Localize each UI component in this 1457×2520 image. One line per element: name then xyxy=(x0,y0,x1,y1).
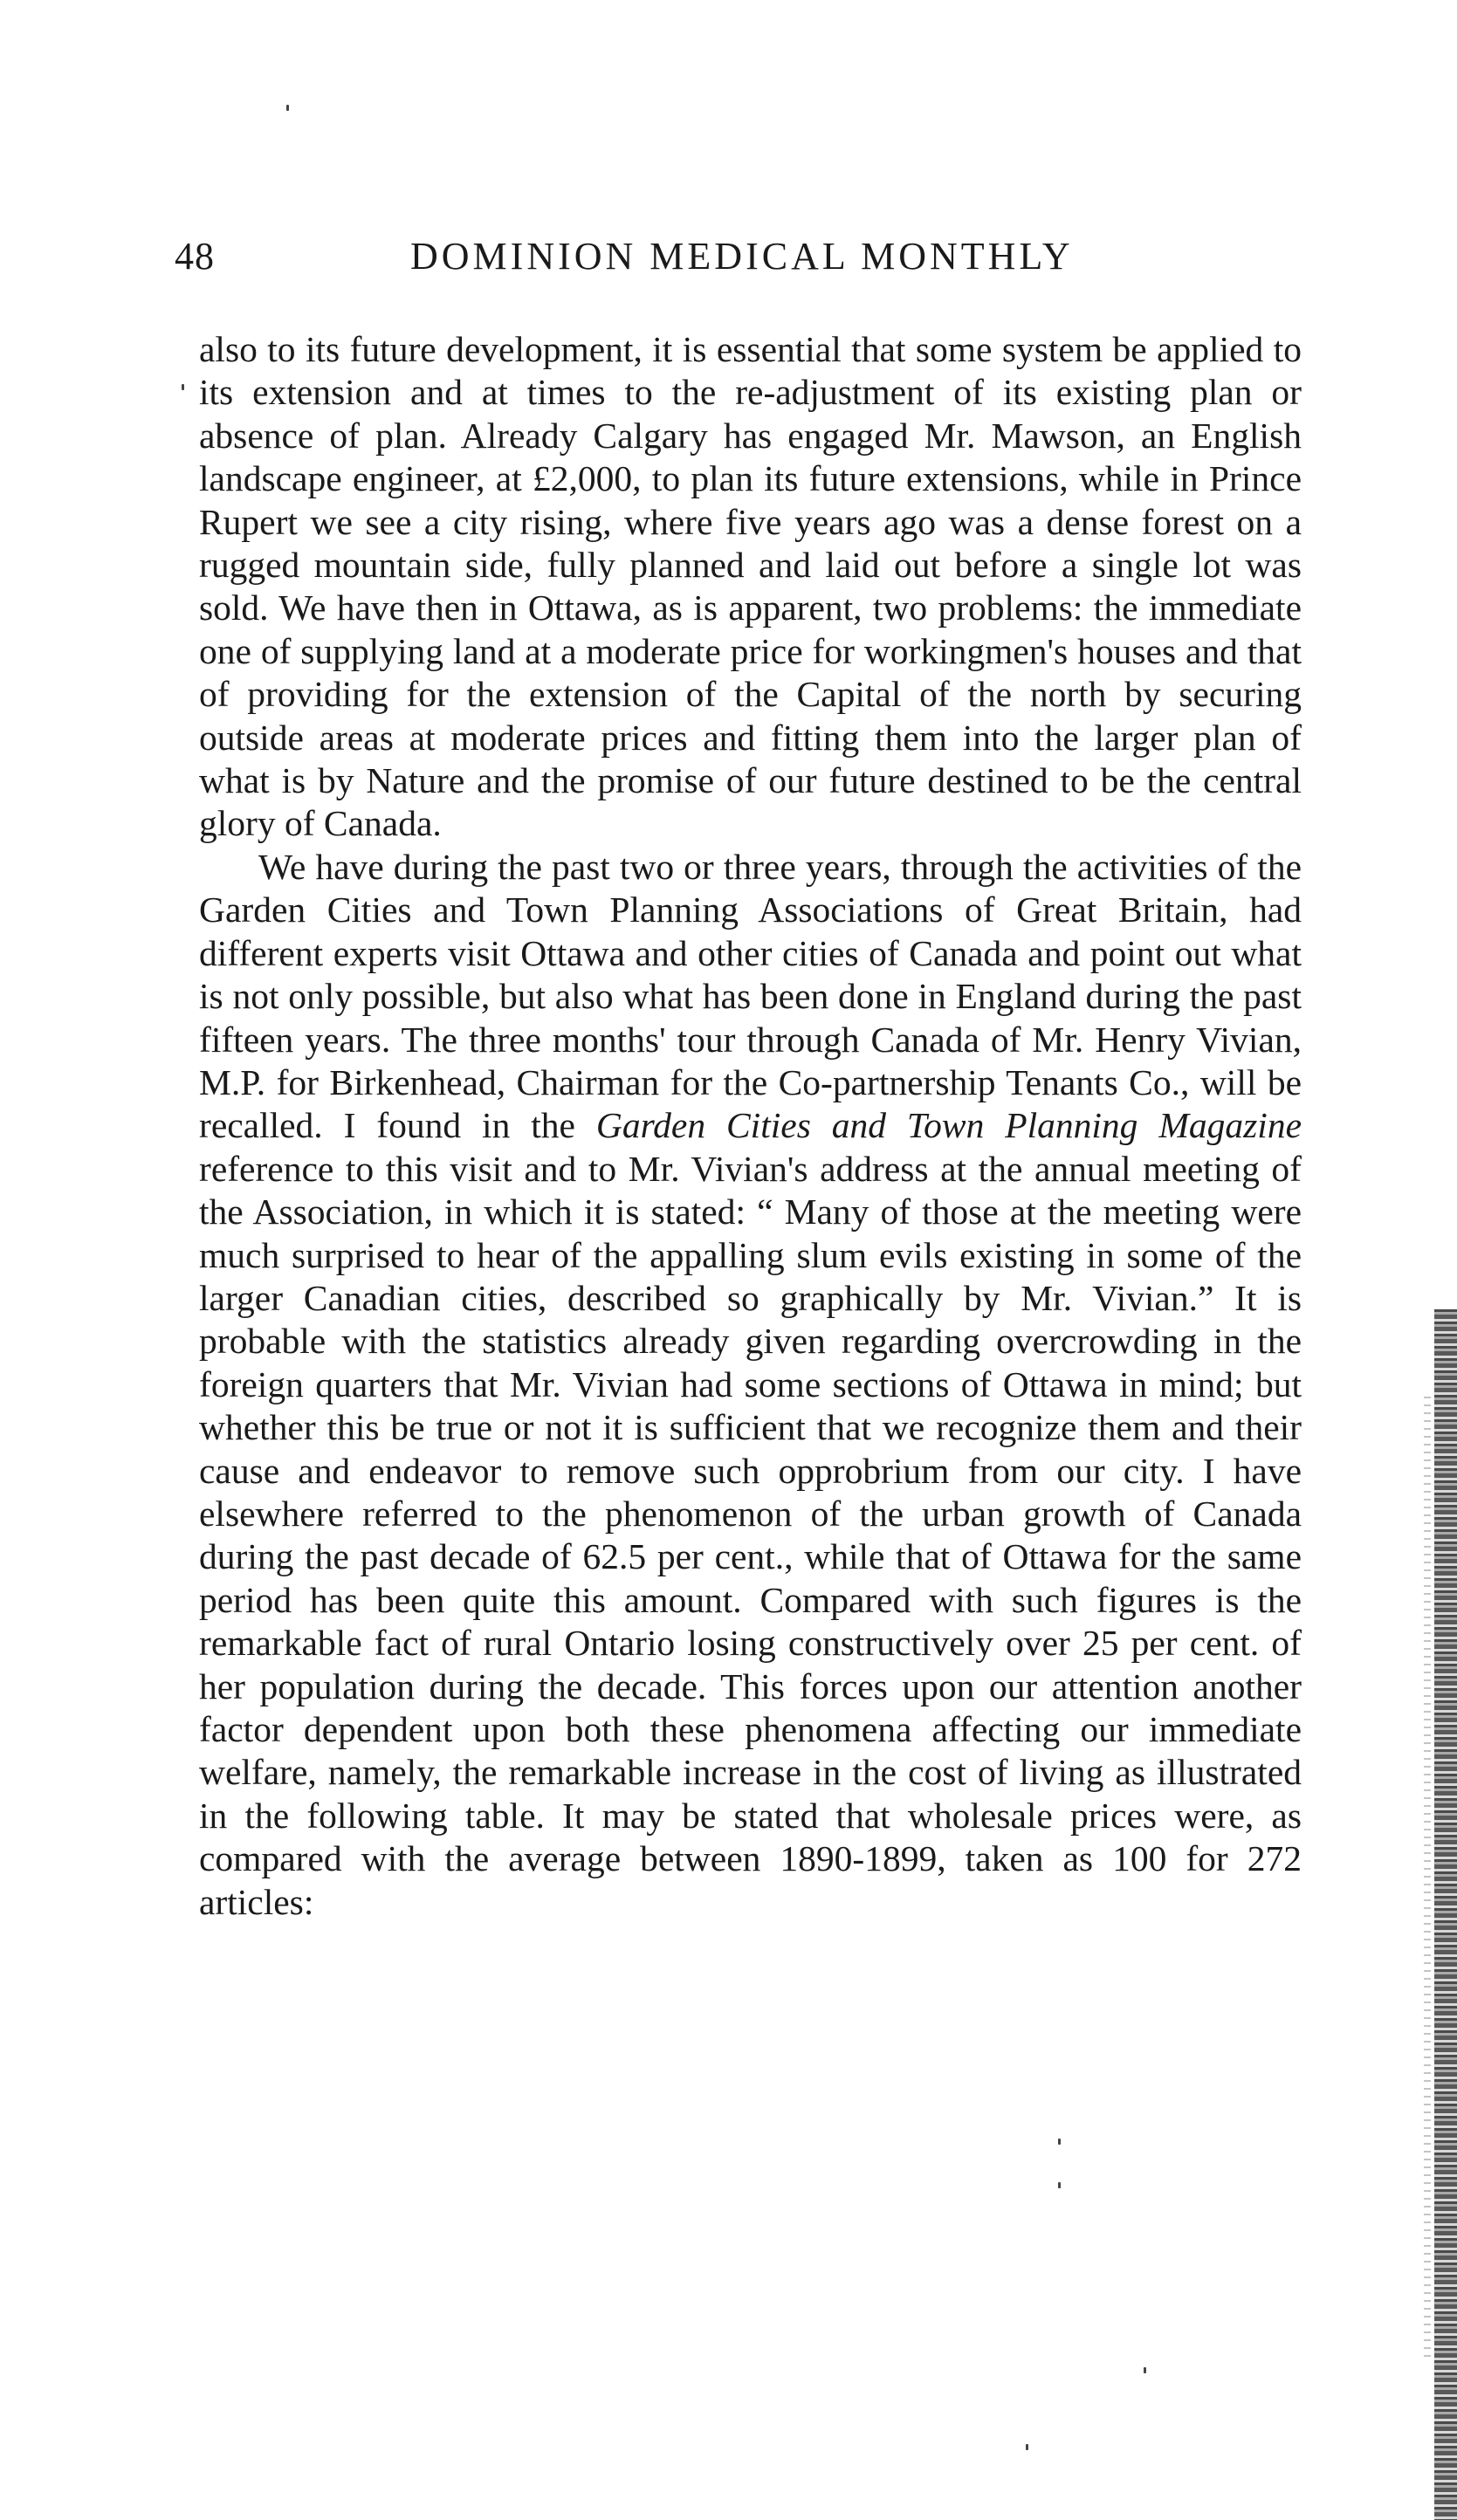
scan-speck xyxy=(1058,2182,1061,2188)
scan-speck xyxy=(1026,2444,1028,2450)
scan-speck xyxy=(1144,2367,1146,2373)
journal-title: DOMINION MEDICAL MONTHLY xyxy=(410,235,1074,278)
magazine-title: Garden Cities and Town Planning Magazine xyxy=(595,1105,1302,1146)
paragraph-2-text-b: reference to this visit and to Mr. Vivian's address at the annual meeting of the Association, in which it is stated: “ Many of those at the meeting were much surprised to hear of the appalling slum evils existing in some of the larger Canadian cities, described so graphically by Mr. Vivian.” It is probable with the statistics already given regarding overcrowding in the foreign quarters that Mr. Vivian had some sections of Ottawa in mind; but whether this be true or not it is sufficient that we recognize them and their cause and endeavor to remove such opprobrium from our city. I have elsewhere referred to the phenomenon of the urban growth of Canada during the past decade of 62.5 per cent., while that of Ottawa for the same period has been quite this amount. Compared with such figures is the remarkable fact of rural Ontario losing constructively over 25 per cent. of her population during the decade. This forces upon our attention another factor dependent upon both these phenomena affecting our immediate welfare, namely, the remarkable increase in the cost of living as illustrated in the following table. It may be stated that wholesale prices were, as compared with the average between 1890-1899, taken as 100 for 272 articles: xyxy=(199,1148,1302,1922)
scan-edge-faint-artifact xyxy=(1424,1397,1431,2357)
page-number: 48 xyxy=(175,235,215,278)
scan-speck xyxy=(286,105,289,111)
scan-edge-artifact xyxy=(1434,1309,1457,2520)
paragraph-2-text-a: We have during the past two or three years, through the activities of the Garden Cities and Town Planning Associations of Great Britain, had different experts visit Ottawa and other cities of Canada and point out what is not only possible, but also what has been done in England during the past fifteen years. The three months' tour through Canada of Mr. Henry Vivian, M.P. for Birkenhead, Chairman for the Co-partnership Tenants Co., will be recalled. I found in the xyxy=(199,846,1302,1146)
scan-speck xyxy=(1058,2139,1061,2145)
paragraph-1: also to its future development, it is essential that some system be applied to its extension and at times to the re-adjustment of its existing plan or absence of plan. Already Calgary has engaged Mr. Mawson, an English landscape engineer, at £2,000, to plan its future extensions, while in Prince Rupert we see a city rising, where five years ago was a dense forest on a rugged mountain side, fully planned and laid out before a single lot was sold. We have then in Ottawa, as is apparent, two problems: the immediate one of supplying land at a moderate price for workingmen's houses and that of providing for the extension of the Capital of the north by securing outside areas at moderate prices and fitting them into the larger plan of what is by Nature and the promise of our future destined to be the central glory of Canada. xyxy=(199,329,1302,844)
article-body xyxy=(199,328,1302,1924)
paragraph-2 xyxy=(199,846,1302,1924)
scan-speck xyxy=(182,384,184,390)
running-head xyxy=(175,234,1309,295)
